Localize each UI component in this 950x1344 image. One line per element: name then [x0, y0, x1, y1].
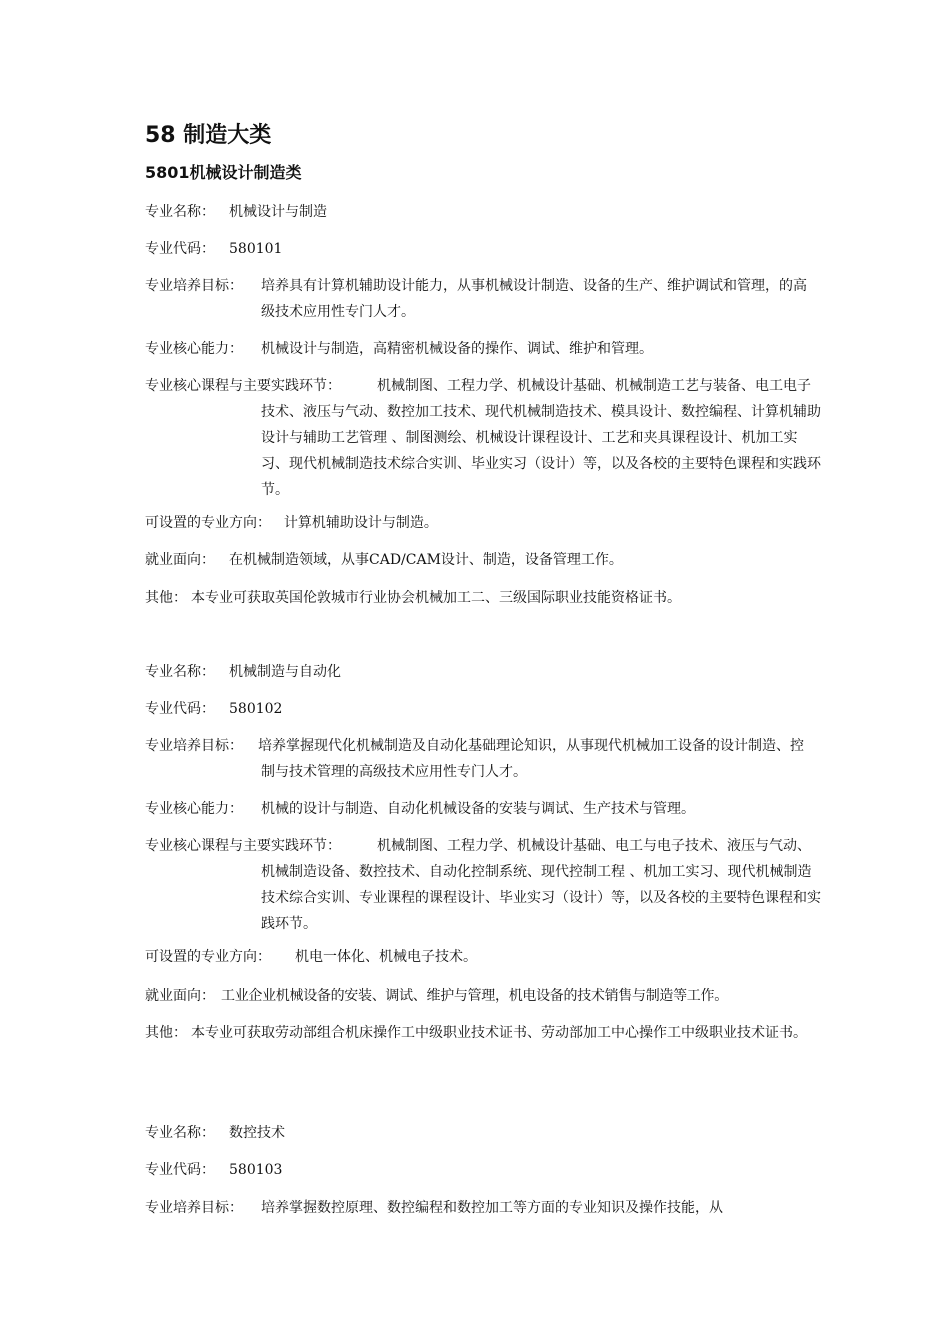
major-other-row [145, 585, 825, 611]
major-courses-row [145, 833, 825, 937]
field-label: 可设置的专业方向： [145, 949, 271, 965]
field-label: 就业面向： [145, 988, 215, 1004]
major-employment-row [145, 983, 825, 1009]
major-other: 本专业可获取劳动部组合机床操作工中级职业技术证书、劳动部加工中心操作工中级职业技术证书。 [191, 1025, 807, 1041]
field-label: 专业核心能力： [145, 341, 243, 357]
major-other-row [145, 1020, 825, 1046]
major-name: 机械设计与制造 [229, 204, 327, 220]
field-label: 专业名称： [145, 1125, 215, 1141]
field-label: 可设置的专业方向： [145, 515, 271, 531]
major-ability: 机械设计与制造，高精密机械设备的操作、调试、维护和管理。 [261, 341, 653, 357]
major-ability-row [145, 796, 825, 822]
major-goal-row [145, 1195, 825, 1221]
section-heading: 58 制造大类 [145, 123, 272, 148]
major-name-row [145, 1120, 825, 1146]
field-label: 就业面向： [145, 552, 215, 568]
major-employment-row [145, 547, 825, 573]
major-code: 580103 [229, 1162, 283, 1178]
field-label: 其他： [145, 1025, 187, 1041]
field-label: 其他： [145, 590, 187, 606]
field-label: 专业核心能力： [145, 801, 243, 817]
major-code-row [145, 236, 825, 262]
major-code: 580101 [229, 241, 283, 257]
major-code-row [145, 696, 825, 722]
field-label: 专业代码： [145, 241, 215, 257]
major-employment: 在机械制造领域，从事CAD/CAM设计、制造，设备管理工作。 [229, 552, 623, 568]
major-goal: 培养掌握数控原理、数控编程和数控加工等方面的专业知识及操作技能，从 [261, 1200, 723, 1216]
major-name: 机械制造与自动化 [229, 664, 341, 680]
major-ability: 机械的设计与制造、自动化机械设备的安装与调试、生产技术与管理。 [261, 801, 695, 817]
major-name-row [145, 199, 825, 225]
field-label: 专业培养目标： [145, 738, 243, 754]
major-courses: 机械制图、工程力学、机械设计基础、机械制造工艺与装备、电工电子技术、液压与气动、数控加工技术、现代机械制造技术、模具设计、数控编程、计算机辅助设计与辅助工艺管理 、制图测绘、机械设计课程设计、工艺和夹具课程设计、机加工实习、现代机械制造技术综合实训、毕业实习（设计）等，以及各校的主要特色课程和实践环节。 [261, 378, 821, 498]
major-direction-row [145, 944, 825, 970]
major-ability-row [145, 336, 825, 362]
major-direction: 机电一体化、机械电子技术。 [295, 949, 477, 965]
major-other: 本专业可获取英国伦敦城市行业协会机械加工二、三级国际职业技能资格证书。 [191, 590, 681, 606]
field-label: 专业培养目标： [145, 278, 243, 294]
major-code: 580102 [229, 701, 283, 717]
major-goal: 培养掌握现代化机械制造及自动化基础理论知识，从事现代机械加工设备的设计制造、控制与技术管理的高级技术应用性专门人才。 [258, 738, 804, 780]
field-label: 专业名称： [145, 664, 215, 680]
major-goal-row [145, 273, 825, 325]
field-label: 专业核心课程与主要实践环节： [145, 378, 341, 394]
major-goal-row [145, 733, 825, 785]
field-label: 专业培养目标： [145, 1200, 243, 1216]
major-direction: 计算机辅助设计与制造。 [275, 515, 438, 531]
field-label: 专业核心课程与主要实践环节： [145, 838, 341, 854]
major-courses: 机械制图、工程力学、机械设计基础、电工与电子技术、液压与气动、机械制造设备、数控技术、自动化控制系统、现代控制工程 、机加工实习、现代机械制造技术综合实训、专业课程的课程设计、毕业实习（设计）等，以及各校的主要特色课程和实践环节。 [261, 838, 821, 932]
major-goal: 培养具有计算机辅助设计能力，从事机械设计制造、设备的生产、维护调试和管理，的高级技术应用性专门人才。 [261, 278, 807, 320]
major-direction-row [145, 510, 825, 536]
major-courses-row [145, 373, 825, 503]
field-label: 专业代码： [145, 1162, 215, 1178]
field-label: 专业代码： [145, 701, 215, 717]
major-name-row [145, 659, 825, 685]
major-name: 数控技术 [229, 1125, 285, 1141]
subsection-heading: 5801机械设计制造类 [145, 163, 302, 182]
field-label: 专业名称： [145, 204, 215, 220]
major-employment: 工业企业机械设备的安装、调试、维护与管理，机电设备的技术销售与制造等工作。 [221, 988, 728, 1004]
major-code-row [145, 1157, 825, 1183]
